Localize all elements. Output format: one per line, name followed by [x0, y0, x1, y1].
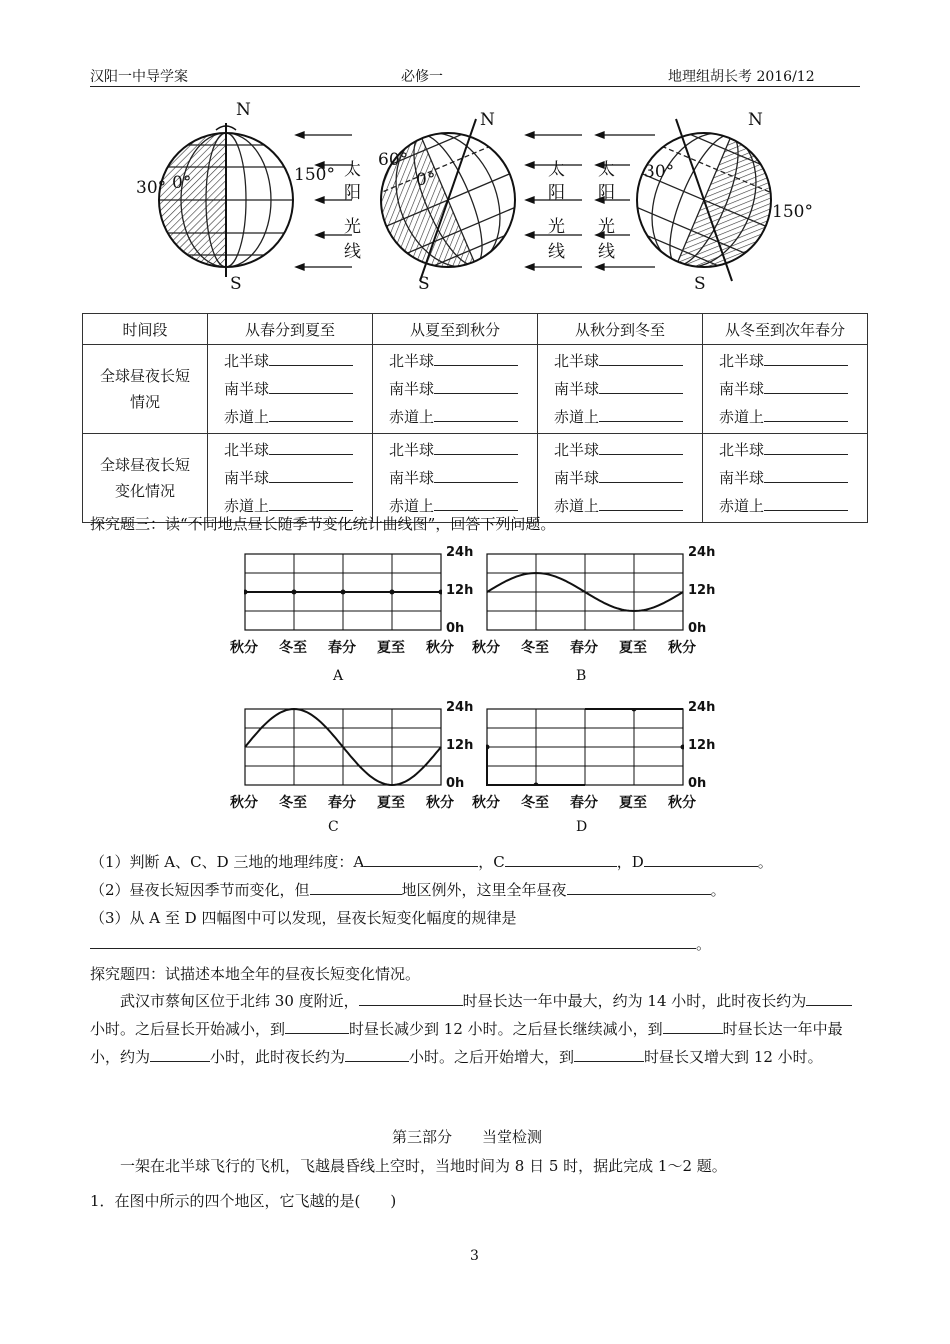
x-tick-label: 秋分 — [668, 795, 696, 811]
y-tick-label: 12h — [688, 738, 716, 753]
data-point — [486, 745, 490, 750]
g3-lat: 30° — [644, 162, 675, 182]
row-label-2 — [83, 434, 208, 523]
x-tick-label: 冬至 — [279, 640, 307, 656]
sun3-a: 太 — [598, 160, 615, 180]
sun1-c: 光 — [344, 217, 361, 237]
cell: 北半球 南半球 赤道上 — [538, 345, 703, 434]
x-tick-label: 夏至 — [619, 795, 647, 811]
chart-B — [486, 553, 684, 631]
q3-q1: （1）判断 A、C、D 三地的地理纬度：A ，C ，D 。 — [90, 853, 773, 871]
g2-lon: 0° — [416, 170, 436, 190]
chart-caption: C — [328, 819, 339, 835]
x-tick-label: 秋分 — [426, 640, 454, 656]
cell: 北半球 南半球 赤道上 — [373, 345, 538, 434]
chart-caption: D — [576, 819, 588, 835]
th-summer-autumn: 从夏至到秋分 — [373, 314, 538, 345]
y-tick-label: 0h — [688, 621, 707, 636]
q3-title: 探究题三：读“不同地点昼长随季节变化统计曲线图”，回答下列问题。 — [90, 515, 556, 533]
x-tick-label: 夏至 — [377, 640, 405, 656]
g3-s: S — [694, 274, 706, 294]
x-tick-label: 秋分 — [472, 795, 500, 811]
th-autumn-winter: 从秋分到冬至 — [538, 314, 703, 345]
data-point — [439, 590, 443, 595]
x-tick-label: 秋分 — [230, 795, 258, 811]
sun3-b: 阳 — [598, 183, 615, 203]
header-rule — [90, 86, 860, 87]
g1-lon: 0° — [172, 173, 192, 193]
th-winter-spring: 从冬至到次年春分 — [703, 314, 868, 345]
row-label-1-text: 全球昼夜长短情况 — [99, 367, 190, 411]
cell: 北半球 南半球 赤道上 — [208, 345, 373, 434]
g1-n: N — [236, 100, 251, 120]
data-point — [534, 783, 539, 787]
q4-title: 探究题四：试描述本地全年的昼夜长短变化情况。 — [90, 965, 421, 983]
chart-C — [244, 708, 442, 786]
globe-3 — [590, 95, 826, 295]
q3-q3-answer: 。 — [90, 933, 711, 954]
row-label-2-text: 全球昼夜长短变化情况 — [99, 456, 190, 500]
x-tick-label: 夏至 — [377, 795, 405, 811]
y-tick-label: 0h — [446, 621, 465, 636]
g2-s: S — [418, 274, 430, 294]
x-tick-label: 春分 — [328, 795, 356, 811]
data-point — [341, 590, 346, 595]
chart-A — [244, 553, 442, 631]
cell: 北半球 南半球 赤道上 — [538, 434, 703, 523]
day-night-table — [82, 313, 868, 523]
sun2-c: 光 — [548, 217, 565, 237]
sun1-a: 太 — [344, 160, 361, 180]
sun2-d: 线 — [548, 242, 565, 262]
g2-lat: 60° — [378, 150, 409, 170]
x-tick-label: 春分 — [570, 795, 598, 811]
x-tick-label: 夏至 — [619, 640, 647, 656]
cell: 北半球 南半球 赤道上 — [208, 434, 373, 523]
header-right: 地理组胡长考 2016/12 — [668, 69, 815, 85]
cell: 北半球 南半球 赤道上 — [703, 345, 868, 434]
globe-figure — [120, 95, 840, 295]
q4-paragraph: 武汉市蔡甸区位于北纬 30 度附近， 时昼长达一年中最大，约为 14 小时，此时夜长约为小时。之后昼长开始减小，到 时昼长减少到 12 小时。之后昼长继续减小，到 时昼长达一年中最小，约为 小时，此时夜长约为 小时。之后开始增大，到 时昼长又增大到 12 小时。 — [90, 987, 862, 1071]
chart-caption: B — [576, 668, 587, 684]
data-point — [632, 708, 637, 712]
g1-lat: 30° — [136, 178, 167, 198]
th-period: 时间段 — [83, 314, 208, 345]
q3-q2: （2）昼夜长短因季节而变化，但 地区例外，这里全年昼夜 。 — [90, 881, 726, 899]
sun1-d: 线 — [344, 242, 361, 262]
y-tick-label: 24h — [688, 545, 716, 560]
cell: 北半球 南半球 赤道上 — [703, 434, 868, 523]
row-label-1 — [83, 345, 208, 434]
chart-caption: A — [333, 668, 344, 684]
x-tick-label: 春分 — [328, 640, 356, 656]
part3-title: 第三部分 当堂检测 — [392, 1128, 543, 1146]
sun1-b: 阳 — [344, 183, 361, 203]
x-tick-label: 秋分 — [472, 640, 500, 656]
part3-q1: 1．在图中所示的四个地区，它飞越的是( ) — [90, 1192, 397, 1210]
data-point — [390, 590, 395, 595]
sun2-a: 太 — [548, 160, 565, 180]
sun2-b: 阳 — [548, 183, 565, 203]
y-tick-label: 0h — [688, 776, 707, 791]
y-tick-label: 12h — [446, 738, 474, 753]
g3-lon: 150° — [772, 202, 813, 222]
part3-intro: 一架在北半球飞行的飞机，飞越晨昏线上空时，当地时间为 8 日 5 时，据此完成 1～2 题。 — [120, 1157, 727, 1175]
g1-lon2: 150° — [294, 165, 335, 185]
x-tick-label: 秋分 — [668, 640, 696, 656]
data-point — [244, 590, 248, 595]
th-spring-summer: 从春分到夏至 — [208, 314, 373, 345]
sun3-c: 光 — [598, 217, 615, 237]
header-left: 汉阳一中导学案 — [90, 69, 188, 85]
q3-q3: （3）从 A 至 D 四幅图中可以发现，昼夜长短变化幅度的规律是 — [90, 909, 517, 927]
data-point — [681, 745, 685, 750]
x-tick-label: 冬至 — [521, 640, 549, 656]
x-tick-label: 秋分 — [230, 640, 258, 656]
y-tick-label: 24h — [688, 700, 716, 715]
chart-D — [486, 708, 684, 786]
page-number: 3 — [470, 1248, 479, 1264]
g3-n: N — [748, 110, 763, 130]
y-tick-label: 24h — [446, 700, 474, 715]
y-tick-label: 0h — [446, 776, 465, 791]
y-tick-label: 12h — [688, 583, 716, 598]
header-center: 必修一 — [401, 69, 443, 85]
g1-s: S — [230, 274, 242, 294]
cell: 北半球 南半球 赤道上 — [373, 434, 538, 523]
g2-n: N — [480, 110, 495, 130]
x-tick-label: 春分 — [570, 640, 598, 656]
x-tick-label: 冬至 — [521, 795, 549, 811]
x-tick-label: 冬至 — [279, 795, 307, 811]
sun3-d: 线 — [598, 242, 615, 262]
data-point — [292, 590, 297, 595]
y-tick-label: 12h — [446, 583, 474, 598]
y-tick-label: 24h — [446, 545, 474, 560]
x-tick-label: 秋分 — [426, 795, 454, 811]
